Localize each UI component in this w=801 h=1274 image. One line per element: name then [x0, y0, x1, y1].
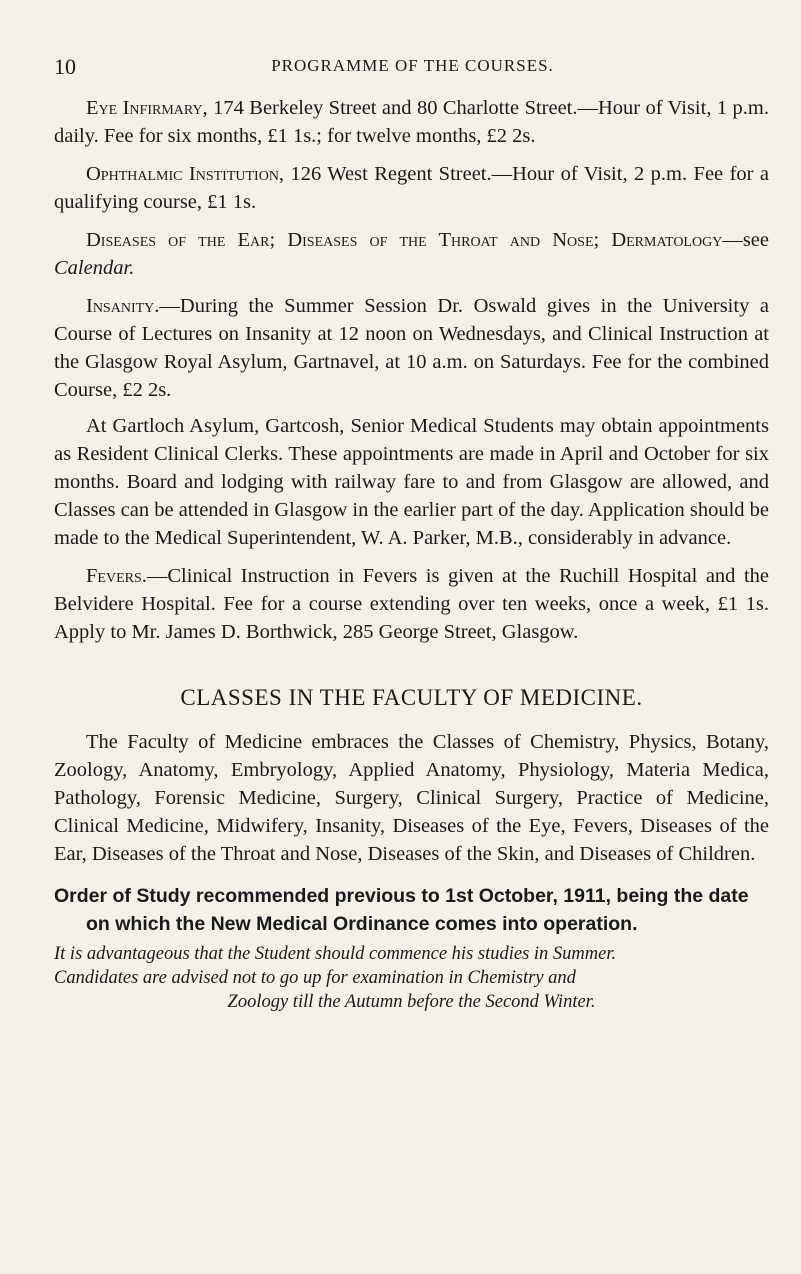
- page-header: [54, 54, 771, 78]
- insanity-paragraph: [54, 292, 769, 404]
- page-body: [54, 94, 769, 1014]
- classes-paragraph: The Faculty of Medicine embraces the Classes of Chemistry, Physics, Botany, Zoology, Anatomy, Embryology, Applied Anatomy, Physiology, Materia Medica, Pathology, Forensic Medicine, Surgery, Clinical Surgery, Practice of Medicine, Clinical Medicine, Midwifery, Insanity, Diseases of the Eye, Fevers, Diseases of the Ear, Diseases of the Throat and Nose, Diseases of the Skin, and Diseases of Children.: [54, 731, 769, 865]
- ophthalmic-paragraph: [54, 160, 769, 216]
- section-heading: CLASSES IN THE FACULTY OF MEDICINE.: [180, 685, 643, 710]
- order-of-study-heading: Order of Study recommended previous to 1st October, 1911, being the date on which the New Medical Ordinance comes into operation.: [54, 885, 749, 935]
- diseases-paragraph: [54, 226, 769, 282]
- fevers-text: —Clinical Instruction in Fevers is given at the Ruchill Hospital and the Belvidere Hospital. Fee for a course extending over ten weeks, once a week, £1 1s. Apply to Mr. James D. Borthwick, 285 George Street, Glasgow.: [54, 565, 769, 643]
- advice-line-3: Zoology till the Autumn before the Second Winter.: [227, 992, 596, 1012]
- insanity-title: Insanity.: [86, 295, 160, 317]
- ophthalmic-text: 126 West Regent Street.—Hour of Visit, 2 p.m. Fee for a qualifying course, £1 1s.: [54, 163, 769, 213]
- advice-line-2: Candidates are advised not to go up for examination in Chemistry and: [54, 968, 576, 988]
- advice-line-1: It is advantageous that the Student should commence his studies in Summer.: [54, 944, 617, 964]
- diseases-text: —see: [722, 229, 769, 251]
- running-head: PROGRAMME OF THE COURSES.: [271, 56, 554, 75]
- fevers-paragraph: [54, 562, 769, 646]
- page-number: 10: [54, 54, 76, 79]
- eye-infirmary-text: 174 Berkeley Street and 80 Charlotte Street.—Hour of Visit, 1 p.m. daily. Fee for six months, £1 1s.; for twelve months, £2 2s.: [54, 97, 769, 147]
- eye-infirmary-paragraph: [54, 94, 769, 150]
- insanity-text: —During the Summer Session Dr. Oswald gives in the University a Course of Lectures on Insanity at 12 noon on Wednesdays, and Clinical Instruction at the Glasgow Royal Asylum, Gartnavel, at 10 a.m. on Saturdays. Fee for the combined Course, £2 2s.: [54, 295, 769, 401]
- fevers-title: Fevers.: [86, 565, 147, 587]
- calendar-reference: Calendar.: [54, 257, 135, 279]
- ophthalmic-title: Ophthalmic Institution,: [86, 163, 285, 185]
- advice-note: [54, 942, 769, 1014]
- gartloch-paragraph: At Gartloch Asylum, Gartcosh, Senior Medical Students may obtain appointments as Resident Clinical Clerks. These appointments are made in April and October for six months. Board and lodging with railway fare to and from Glasgow are allowed, and Classes can be attended in Glasgow in the earlier part of the day. Application should be made to the Medical Superintendent, W. A. Parker, M.B., considerably in advance.: [54, 415, 769, 549]
- eye-infirmary-title: Eye Infirmary,: [86, 97, 208, 119]
- diseases-title: Diseases of the Ear; Diseases of the Throat and Nose; Dermatology: [86, 229, 723, 251]
